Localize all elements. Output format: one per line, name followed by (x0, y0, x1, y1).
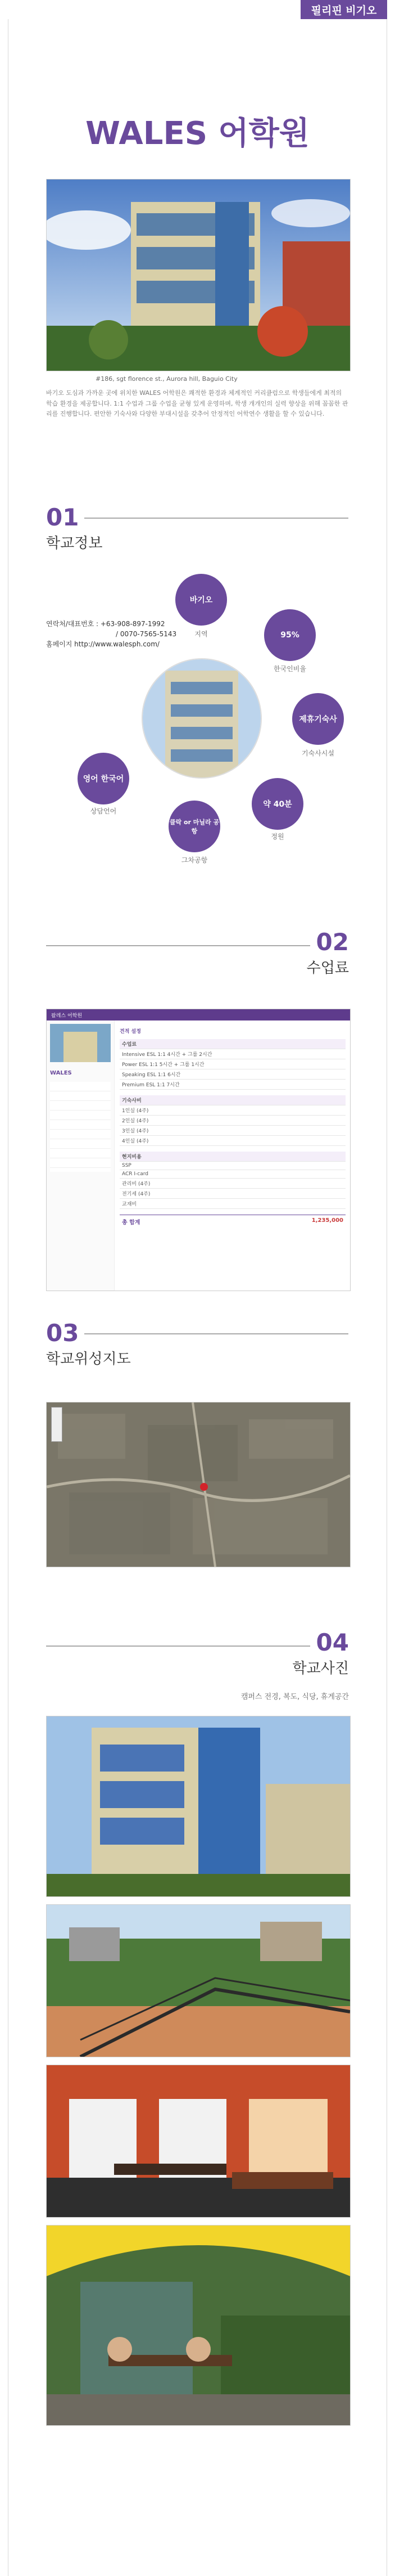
section-title: 학교정보 (46, 535, 103, 552)
section-number: 03 (46, 1319, 79, 1347)
fee-section-name: 기숙사비 (120, 1095, 346, 1105)
bubble-airport-label: 그차공항 (181, 856, 208, 864)
school-title: WALES 어학원 (85, 115, 310, 152)
section-rule (46, 1646, 310, 1647)
fee-screenshot (46, 1009, 351, 1291)
phone2-text: / 0070-7565-5143 (116, 630, 177, 638)
info-center-image (142, 658, 262, 779)
map-zoom-control[interactable] (51, 1407, 62, 1442)
fee-row: 관리비 (4주) (120, 1179, 346, 1189)
photo-lounge (46, 2225, 351, 2426)
bubble-dorm-label: 기숙사시설 (302, 749, 334, 757)
fee-row: 1인실 (4주) (120, 1105, 346, 1116)
photo-building (46, 1716, 351, 1897)
photo-caption: 캠퍼스 전경, 복도, 식당, 휴게공간 (240, 1693, 349, 1701)
fee-section-name: 수업료 (120, 1039, 346, 1049)
bubble-korean-ratio: 95% (264, 609, 316, 661)
fee-section-dorm (120, 1095, 346, 1146)
section-rule (46, 945, 310, 946)
bubble-language-label: 상담언어 (90, 807, 117, 815)
fee-currency-note: 견적 설정 (120, 1029, 141, 1035)
photo-cafeteria (46, 2065, 351, 2218)
fee-row: Intensive ESL 1:1 4시간 + 그룹 2시간 (120, 1049, 346, 1059)
fee-row: 교재비 (120, 1199, 346, 1209)
fee-school-name: WALES (50, 1070, 72, 1076)
satellite-map[interactable] (46, 1402, 351, 1567)
fee-header-bar: 왈레스 어학원 (47, 1009, 350, 1020)
intro-text: 바기오 도심과 가까운 곳에 위치한 WALES 어학원은 쾌적한 환경과 체계적인 커리큘럼으로 학생들에게 최적의 학습 환경을 제공합니다. 1:1 수업과 그룹 수업을 균형 있게 운영하며, 학생 개개인의 실력 향상을 위해 꼼꼼한 관리를 진행합니다. 편안한 기숙사와 다양한 부대시설을 갖추어 안정적인 어학연수 생활을 할 수 있습니다. (46, 389, 348, 418)
hero-image (46, 179, 351, 371)
bubble-region-label: 지역 (194, 630, 208, 638)
contact-info (46, 619, 176, 649)
fee-row: Power ESL 1:1 5시간 + 그룹 1시간 (120, 1059, 346, 1069)
fee-row: Premium ESL 1:1 7시간 (120, 1080, 346, 1090)
bubble-airport: 클락 or 마닐라 공항 (169, 801, 220, 852)
bubble-korean-ratio-label: 한국인비율 (274, 665, 306, 673)
section-number: 01 (46, 503, 79, 531)
bubble-dorm: 제휴기숙사 (292, 693, 344, 745)
section-title: 학교위성지도 (46, 1351, 131, 1368)
bubble-capacity-label: 정원 (271, 833, 284, 840)
section-title: 학교사진 (292, 1660, 349, 1677)
fee-row: 4인실 (4주) (120, 1136, 346, 1146)
section-rule (84, 1333, 348, 1334)
country-tag: 필리핀 비기오 (301, 0, 387, 19)
section-rule (84, 518, 348, 519)
fee-total-value: 1,235,000 (311, 1217, 343, 1224)
fee-total-label: 총 합계 (122, 1220, 140, 1226)
fee-section-local (120, 1152, 346, 1209)
section-title: 수업료 (306, 960, 349, 977)
bubble-language: 영어 한국어 (78, 753, 129, 804)
fee-section-name: 현지비용 (120, 1152, 346, 1162)
fee-row: ACR I-card (120, 1170, 346, 1179)
website-text: 홈페이지 http://www.walesph.com/ (46, 640, 160, 648)
fee-row: SSP (120, 1162, 346, 1170)
fee-row: 전기세 (4주) (120, 1189, 346, 1199)
address-caption: #186, sgt florence st., Aurora hill, Baguio City (96, 375, 238, 383)
phone-text: 연락처/대표번호 : +63-908-897-1992 (46, 620, 165, 628)
bubble-region: 바기오 (175, 574, 227, 626)
bubble-capacity: 약 40분 (252, 778, 303, 830)
fee-row: 3인실 (4주) (120, 1126, 346, 1136)
fee-row: Speaking ESL 1:1 6시간 (120, 1069, 346, 1080)
fee-section-tuition (120, 1039, 346, 1090)
fee-row: 2인실 (4주) (120, 1116, 346, 1126)
photo-terrace (46, 1904, 351, 2057)
section-number: 02 (316, 928, 349, 956)
section-number: 04 (316, 1629, 349, 1656)
